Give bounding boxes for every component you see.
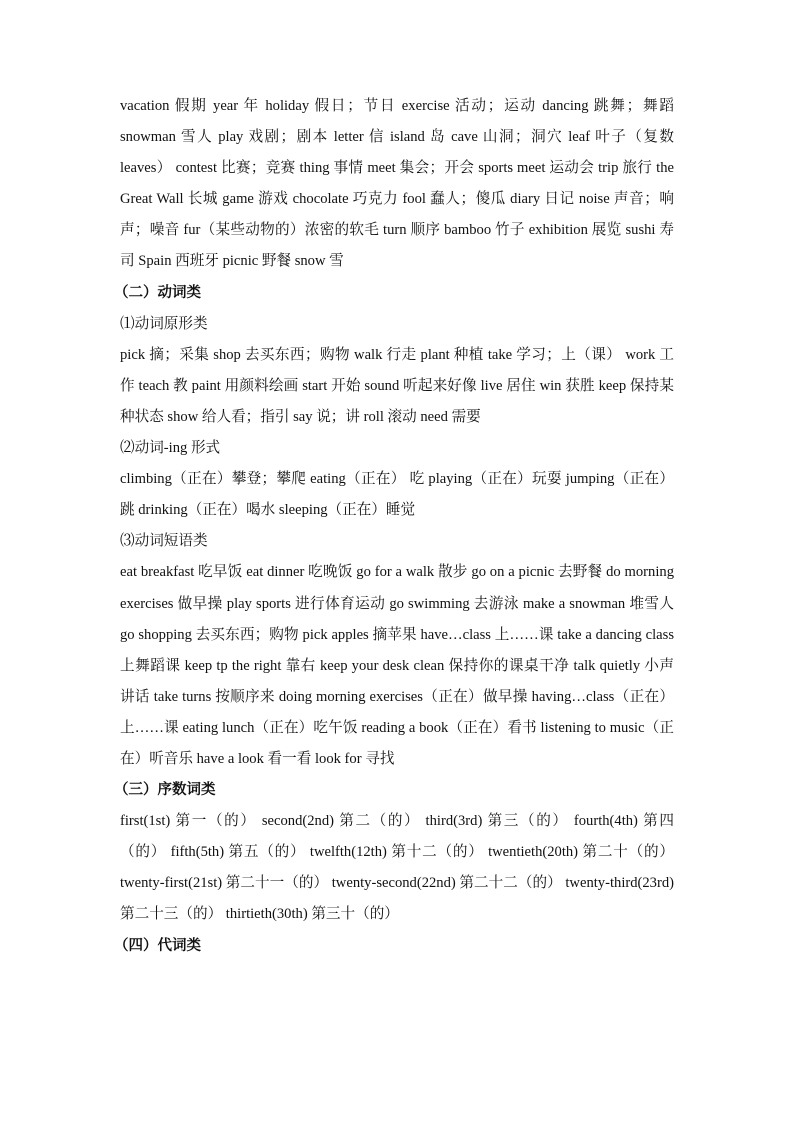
document-page xyxy=(114,91,674,962)
verb-phrases-subheading: ⑶动词短语类 xyxy=(120,533,208,550)
ordinals-paragraph: first(1st) 第一（的） second(2nd) 第二（的） third(3rd) 第三（的） fourth(4th) 第四（的） fifth(5th) 第五（的） twelfth(12th) 第十二（的） twentieth(20th) 第二十（的） twenty-first(21st) 第二十一（的） twenty-second(22nd) 第二十二（的） twenty-third(23rd) 第二十三（的） thirtieth(30th) 第三十（的） xyxy=(120,813,674,923)
verbs-base-form-paragraph: pick 摘；采集 shop 去买东西；购物 walk 行走 plant 种植 take 学习；上（课） work 工作 teach 教 paint 用颜料绘画 start 开始 sound 听起来好像 live 居住 win 获胜 keep 保持某种状态 show 给人看；指引 say 说；讲 roll 滚动 need 需要 xyxy=(120,346,674,425)
verbs-base-form-subheading: ⑴动词原形类 xyxy=(120,315,208,332)
verbs-ing-form-subheading: ⑵动词-ing 形式 xyxy=(120,440,221,457)
verbs-ing-form-paragraph: climbing（正在）攀登；攀爬 eating（正在） 吃 playing（正在）玩耍 jumping（正在）跳 drinking（正在）喝水 sleeping（正在）睡觉 xyxy=(120,471,674,519)
verbs-heading: （二）动词类 xyxy=(114,284,201,301)
ordinals-heading: （三）序数词类 xyxy=(114,782,216,799)
verb-phrases-paragraph: eat breakfast 吃早饭 eat dinner 吃晚饭 go for a walk 散步 go on a picnic 去野餐 do morning exercises 做早操 play sports 进行体育运动 go swimming 去游泳 make a snowman 堆雪人 go shopping 去买东西；购物 pick apples 摘苹果 have…class 上……课 take a dancing class 上舞蹈课 keep tp the right 靠右 keep your desk clean 保持你的课桌干净 talk quietly 小声讲话 take turns 按顺序来 doing morning exercises（正在）做早操 having…class（正在）上……课 eating lunch（正在）吃午饭 reading a book（正在）看书 listening to music（正在）听音乐 have a look 看一看 look for 寻找 xyxy=(120,564,674,767)
pronouns-heading: （四）代词类 xyxy=(114,937,201,954)
nouns-paragraph: vacation 假期 year 年 holiday 假日；节日 exercise 活动；运动 dancing 跳舞；舞蹈 snowman 雪人 play 戏剧；剧本 letter 信 island 岛 cave 山洞；洞穴 leaf 叶子（复数 leaves） contest 比赛；竞赛 thing 事情 meet 集会；开会 sports meet 运动会 trip 旅行 the Great Wall 长城 game 游戏 chocolate 巧克力 fool 蠢人；傻瓜 diary 日记 noise 声音；响声；噪音 fur（某些动物的）浓密的软毛 turn 顺序 bamboo 竹子 exhibition 展览 sushi 寿司 Spain 西班牙 picnic 野餐 snow 雪 xyxy=(120,98,674,270)
